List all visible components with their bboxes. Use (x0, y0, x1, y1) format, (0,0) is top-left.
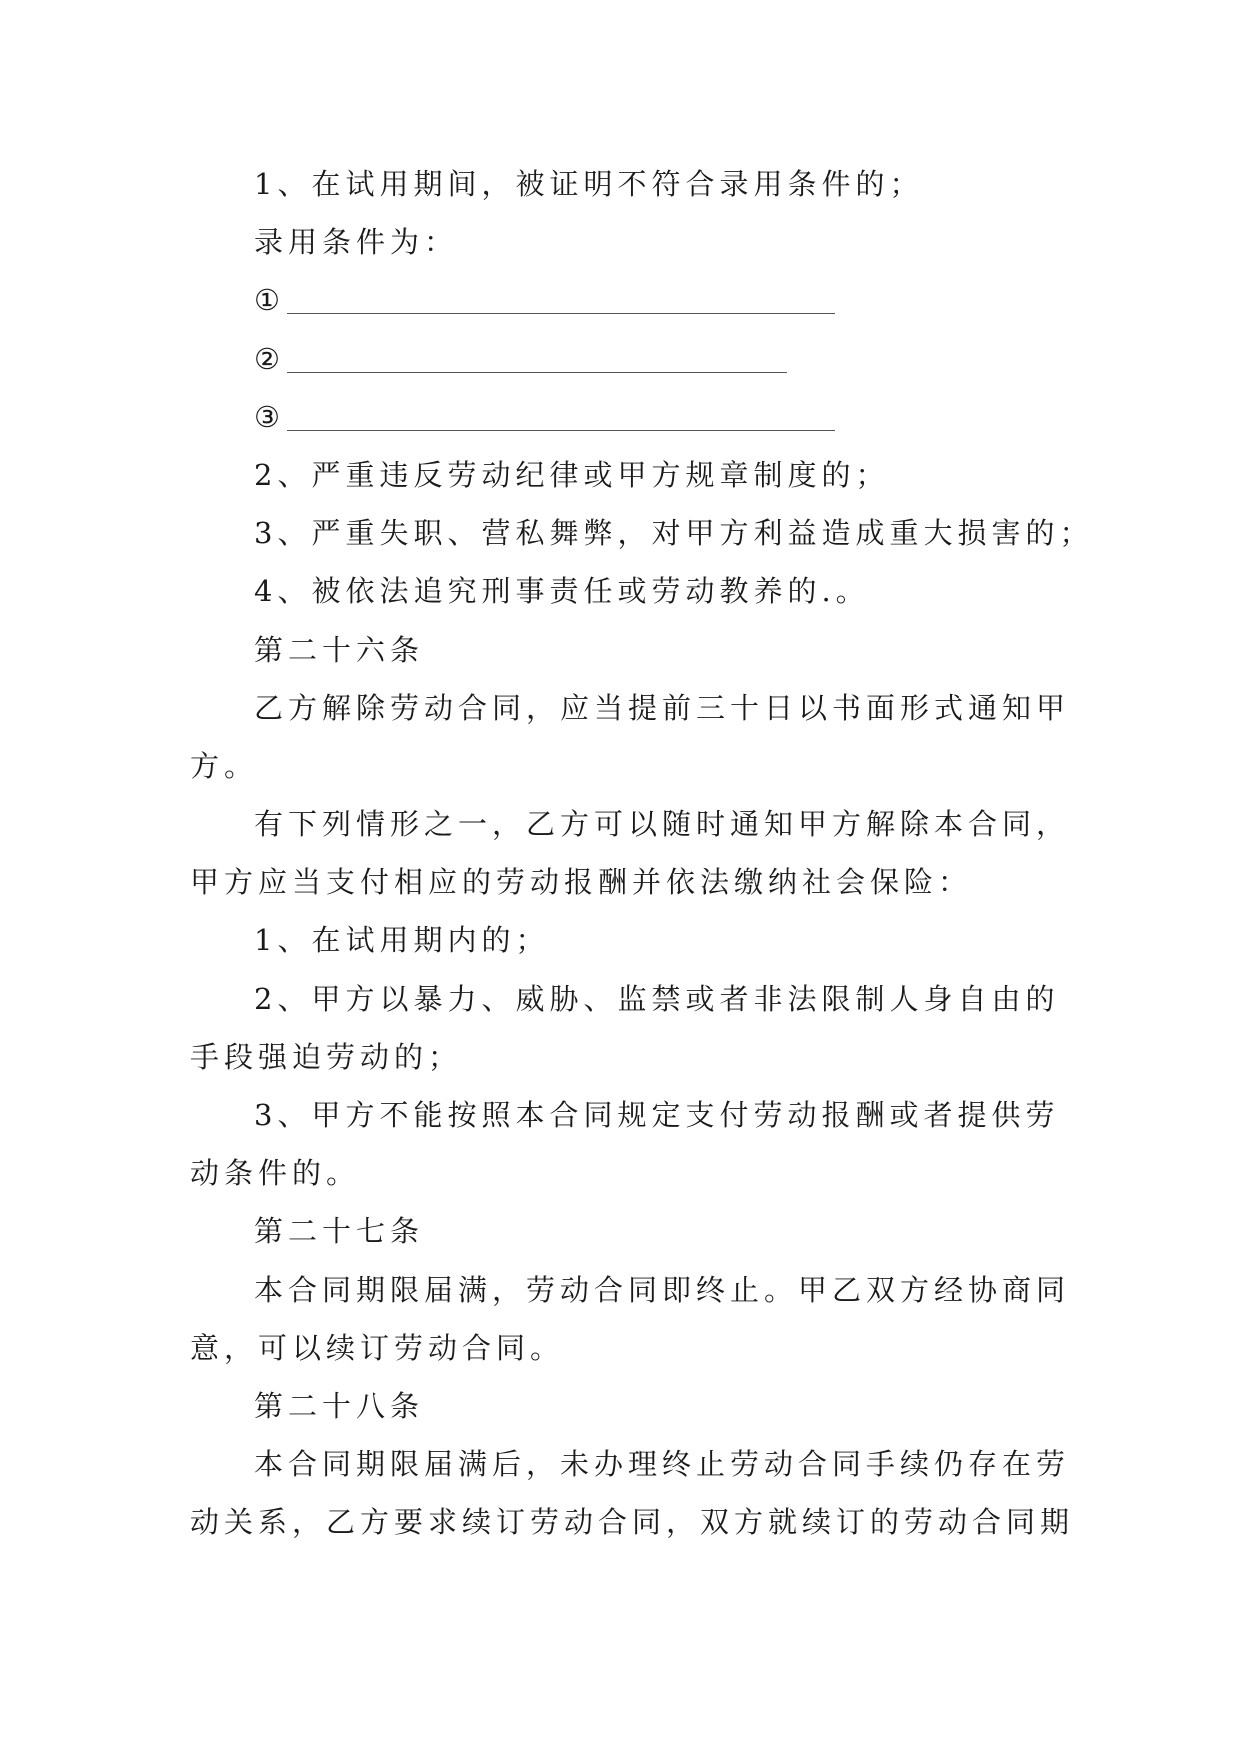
paragraph-line: 2、严重违反劳动纪律或甲方规章制度的； (254, 457, 890, 492)
paragraph-line: 本合同期限届满后，未办理终止劳动合同手续仍存在劳 (254, 1447, 1071, 1482)
item-marker: ③ (254, 399, 285, 434)
paragraph-line: 意，可以续订劳动合同。 (190, 1330, 565, 1365)
paragraph-line: 录用条件为： (254, 225, 459, 260)
fill-in-blank (287, 312, 835, 314)
item-marker: ② (254, 341, 285, 376)
paragraph-line: 3、甲方不能按照本合同规定支付劳动报酬或者提供劳 (254, 1098, 1060, 1132)
article-heading: 第二十七条 (254, 1214, 425, 1249)
paragraph-line: 动关系，乙方要求续订劳动合同，双方就续订的劳动合同期 (190, 1505, 1075, 1540)
blank-item-1 (190, 271, 1070, 329)
fill-in-blank (287, 429, 835, 431)
blank-item-2 (190, 330, 1070, 388)
paragraph-line: 本合同期限届满，劳动合同即终止。甲乙双方经协商同 (254, 1272, 1071, 1307)
paragraph-line: 2、甲方以暴力、威胁、监禁或者非法限制人身自由的 (254, 981, 1060, 1016)
fill-in-blank (287, 371, 787, 373)
paragraph-line: 手段强迫劳动的； (190, 1039, 463, 1074)
item-marker: ① (254, 283, 285, 318)
paragraph-line: 乙方解除劳动合同，应当提前三十日以书面形式通知甲 (254, 690, 1071, 725)
paragraph-line: 3、严重失职、营私舞弊，对甲方利益造成重大损害的； (254, 516, 1094, 551)
paragraph-line: 动条件的。 (190, 1156, 361, 1191)
blank-item-3 (190, 388, 1070, 446)
paragraph-line: 方。 (190, 748, 259, 783)
paragraph-line: 1、在试用期间，被证明不符合录用条件的； (254, 167, 924, 201)
paragraph-line: 甲方应当支付相应的劳动报酬并依法缴纳社会保险： (190, 865, 973, 900)
paragraph-line: 4、被依法追究刑事责任或劳动教养的.。 (254, 574, 870, 609)
article-heading: 第二十六条 (254, 632, 425, 667)
paragraph-line: 有下列情形之一，乙方可以随时通知甲方解除本合同， (254, 807, 1071, 842)
document-body (190, 155, 1094, 1552)
article-heading: 第二十八条 (254, 1388, 425, 1423)
paragraph-line: 1、在试用期内的； (254, 923, 550, 958)
